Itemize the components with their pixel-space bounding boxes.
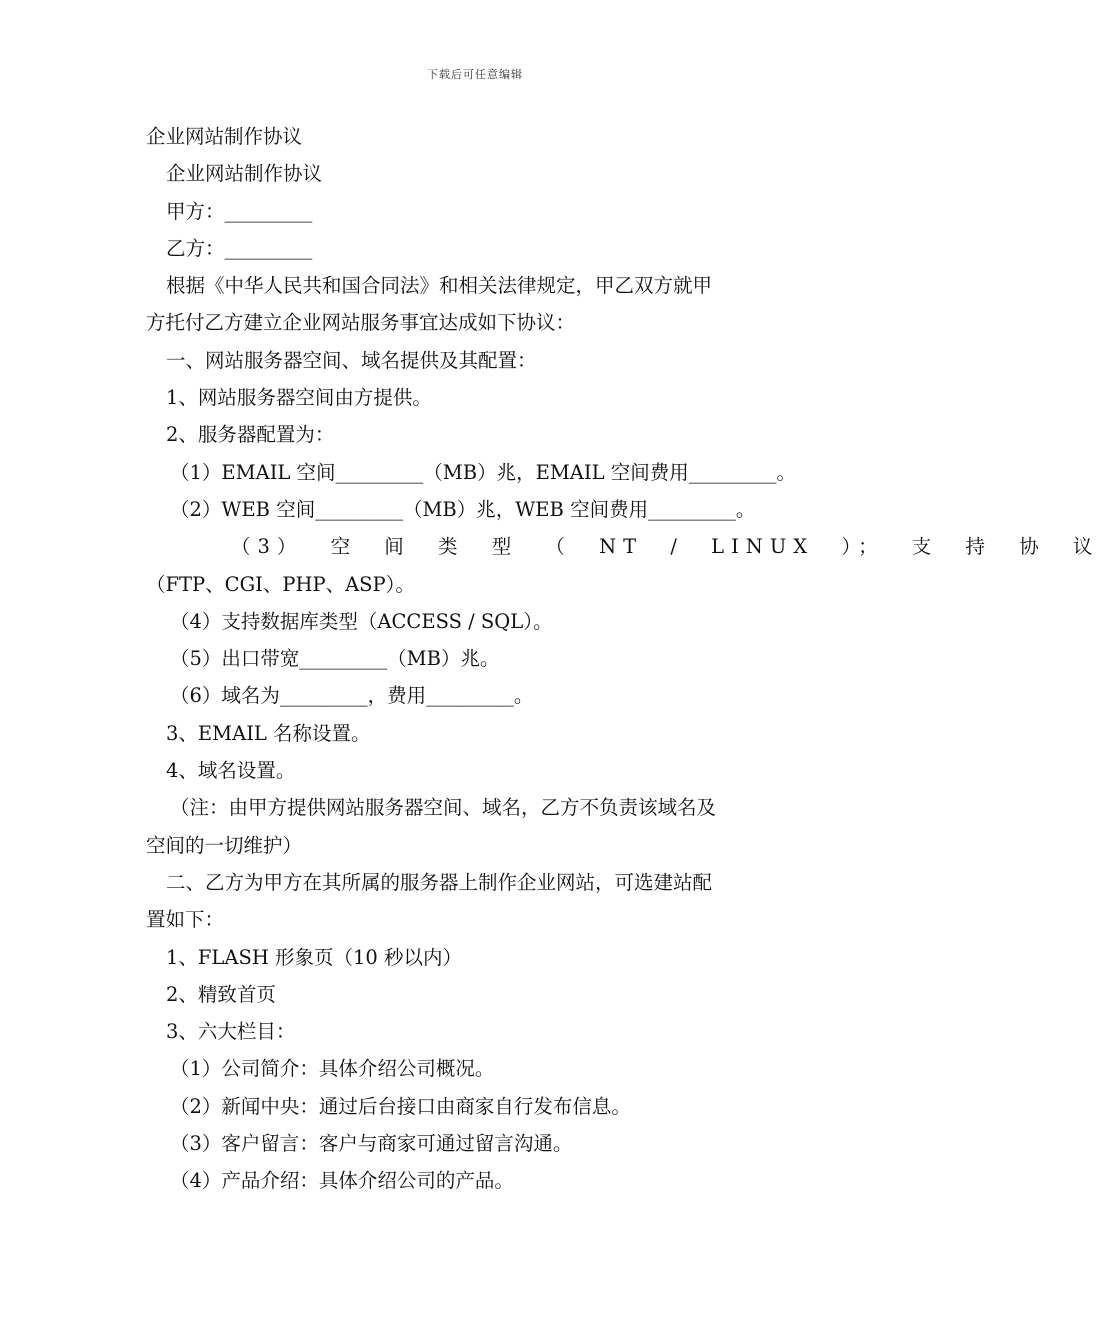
server-config-5: （5）出口带宽_________（MB）兆。 bbox=[170, 647, 500, 671]
page-header-note: 下载后可任意编辑 bbox=[427, 68, 523, 81]
section-1-title: 一、网站服务器空间、域名提供及其配置： bbox=[166, 348, 537, 372]
server-config-3-line-1: （3） 空 间 类 型 （ NT / LINUX ）； 支 持 协 议 bbox=[231, 535, 1099, 559]
document-subtitle: 企业网站制作协议 bbox=[166, 162, 323, 186]
section-2-item-1: 1、FLASH 形象页（10 秒以内） bbox=[166, 945, 463, 969]
section-1-note-line-1: （注：由甲方提供网站服务器空间、域名，乙方不负责该域名及 bbox=[170, 796, 717, 820]
section-2-title-line-2: 置如下： bbox=[146, 908, 225, 932]
party-b-line: 乙方：_________ bbox=[166, 236, 313, 260]
section-2-item-2: 2、精致首页 bbox=[166, 982, 276, 1006]
document-body bbox=[146, 118, 1099, 1200]
section-1-item-2: 2、服务器配置为： bbox=[166, 423, 335, 447]
preamble-line-2: 方托付乙方建立企业网站服务事宜达成如下协议： bbox=[146, 311, 576, 335]
column-item-2: （2）新闻中央：通过后台接口由商家自行发布信息。 bbox=[170, 1094, 631, 1118]
document-title: 企业网站制作协议 bbox=[146, 125, 303, 148]
column-item-4: （4）产品介绍：具体介绍公司的产品。 bbox=[170, 1169, 514, 1193]
server-config-6: （6）域名为_________，费用_________。 bbox=[170, 684, 534, 708]
party-a-line: 甲方：_________ bbox=[166, 199, 313, 223]
server-config-2: （2）WEB 空间_________（MB）兆，WEB 空间费用_________。 bbox=[170, 497, 756, 521]
preamble-line-1: 根据《中华人民共和国合同法》和相关法律规定，甲乙双方就甲 bbox=[166, 274, 713, 298]
section-2-title-line-1: 二、乙方为甲方在其所属的服务器上制作企业网站，可选建站配 bbox=[166, 870, 713, 894]
server-config-3-line-2: （FTP、CGI、PHP、ASP）。 bbox=[146, 572, 415, 596]
section-1-item-3: 3、EMAIL 名称设置。 bbox=[166, 721, 371, 745]
section-1-note-line-2: 空间的一切维护） bbox=[146, 833, 303, 857]
column-item-3: （3）客户留言：客户与商家可通过留言沟通。 bbox=[170, 1132, 573, 1156]
server-config-4: （4）支持数据库类型（ACCESS / SQL）。 bbox=[170, 609, 553, 633]
section-1-item-1: 1、网站服务器空间由方提供。 bbox=[166, 386, 432, 410]
column-item-1: （1）公司简介：具体介绍公司概况。 bbox=[170, 1057, 495, 1081]
section-1-item-4: 4、域名设置。 bbox=[166, 759, 296, 783]
server-config-1: （1）EMAIL 空间_________（MB）兆，EMAIL 空间费用_________。 bbox=[170, 460, 796, 484]
section-2-item-3: 3、六大栏目： bbox=[166, 1020, 296, 1044]
